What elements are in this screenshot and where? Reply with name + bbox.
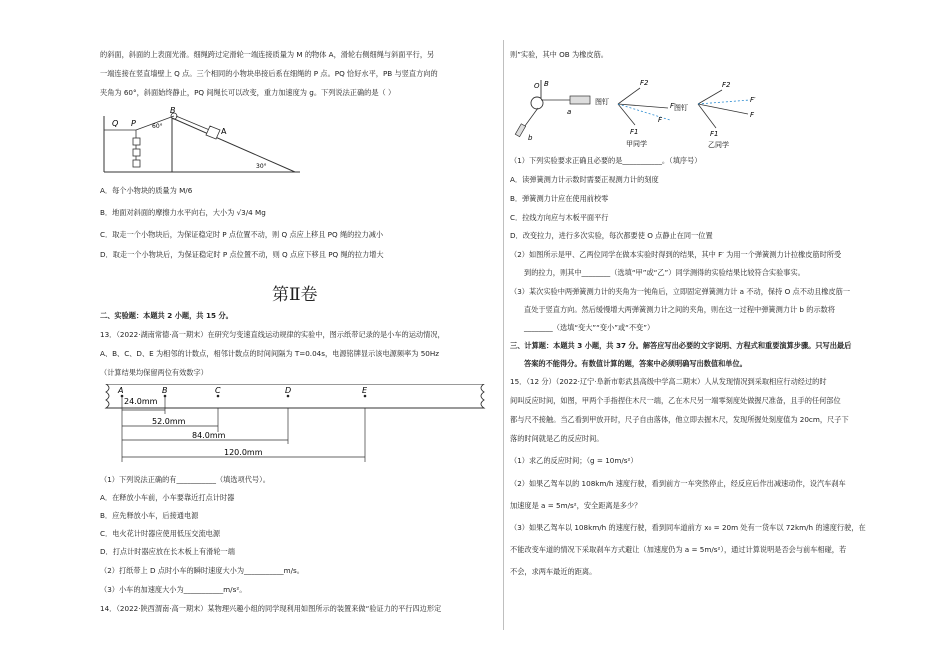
q13-line1: 13．（2022·湖南常德·高一期末）在研究匀变速直线运动规律的实验中，图示纸带记录的是小车的运动情况， — [100, 330, 445, 339]
tape-point-c: C — [215, 386, 221, 395]
fig-yi-f: F — [750, 111, 755, 119]
fig-jia-caption: 甲同学 — [626, 140, 647, 148]
tape-point-b: B — [162, 386, 168, 395]
q13-line2: A、B、C、D、E 为相邻的计数点，相邻计数点的时间间隔为 T=0.04s，电源铭牌显示该电源频率为 50Hz — [100, 349, 440, 358]
tape-point-d: D — [285, 386, 292, 395]
fig-label-p: P — [131, 119, 136, 128]
q12-option-c: C．取走一个小物块后，为保证稳定时 P 点位置不动，则 Q 点应上移且 PQ 绳的拉力减小 — [100, 230, 384, 239]
q13-sub1: （1）下列说法正确的有___________（填选项代号）。 — [100, 475, 270, 484]
fig-jia-fp: F′ — [670, 102, 676, 110]
q14-option-d: D．改变拉力，进行多次实验，每次都要使 O 点静止在同一位置 — [510, 231, 713, 240]
q14-continued: 则”实验，其中 OB 为橡皮筋。 — [510, 50, 608, 59]
q13-line3: （计算结果均保留两位有效数字） — [100, 368, 208, 377]
section3-heading-line2: 答案的不能得分。有数值计算的题，答案中必须明确写出数值和单位。 — [524, 359, 747, 368]
q15-sub3-line1: （3）如果乙驾车以 108km/h 的速度行驶，看到同车道前方 x₀ = 20m 处有一货车以 72km/h 的速度行驶，在 — [510, 523, 866, 532]
q14-sub3-line3: ________（选填“变大”“变小”或“不变”） — [524, 323, 655, 332]
q15-sub3-line3: 不会，求两车最近的距离。 — [510, 567, 597, 576]
fig-o-label: O — [534, 82, 540, 90]
tape-distance-ae: 120.0mm — [224, 448, 263, 457]
q13-sub3: （3）小车的加速度大小为___________m/s²。 — [100, 585, 247, 594]
force-figure — [510, 70, 770, 150]
q12-line1: 的斜面，斜面的上表面光滑。细绳跨过定滑轮一端连接质量为 M 的物体 A，滑轮右侧细绳与斜面平行，另 — [100, 50, 435, 59]
q13-option-a: A．在释放小车前，小车要靠近打点计时器 — [100, 493, 235, 502]
fig-jia-f2: F2 — [640, 79, 649, 87]
section2-heading: 二、实验题：本题共 2 小题，共 15 分。 — [100, 311, 233, 320]
q15-line4: 落的时间就是乙的反应时间。 — [510, 434, 604, 443]
paper-tape-figure — [100, 384, 490, 466]
q12-option-b: B．地面对斜面的摩擦力水平向右，大小为 √3/4 Mg — [100, 208, 266, 217]
q13-sub2: （2）打纸带上 D 点时小车的瞬时速度大小为___________m/s。 — [100, 566, 304, 575]
incline-figure — [100, 104, 305, 174]
tape-point-a: A — [118, 386, 124, 395]
q14-option-a: A．读弹簧测力计示数时需要正视测力计的刻度 — [510, 175, 659, 184]
fig-angle-30: 30° — [256, 163, 267, 170]
q14-sub3-line2: 直处于竖直方向。然后缓慢增大两弹簧测力计之间的夹角，则在这一过程中弹簧测力计 b 的示数将 — [524, 305, 836, 314]
fig-jia-f: F — [658, 116, 663, 124]
fig-a-label: a — [567, 108, 572, 116]
fig-pin2-label: 图钉 — [674, 104, 688, 112]
q14-option-b: B．弹簧测力计应在使用前校零 — [510, 194, 609, 203]
q13-option-d: D．打点计时器应放在长木板上有滑轮一端 — [100, 547, 235, 556]
tape-distance-ab: 24.0mm — [124, 397, 158, 406]
q14-line1: 14．（2022·陕西渭南·高一期末）某物理兴趣小组的同学现利用如图所示的装置来做“验证力的平行四边形定 — [100, 604, 442, 613]
fig-label-b: B — [170, 106, 176, 115]
fig-angle-60: 60° — [152, 123, 163, 130]
fig-yi-caption: 乙同学 — [708, 141, 729, 149]
q15-sub3-line2: 不能改变车道的情况下采取刹车方式避让（加速度仍为 a = 5m/s²），通过计算说明是否会与前车相碰，若 — [510, 545, 847, 554]
q12-line2: 一端连接在竖直墙壁上 Q 点。三个相同的小物块串接后系在细绳的 P 点。PQ 恰好水平，PB 与竖直方向的 — [100, 69, 438, 78]
fig-label-q: Q — [112, 119, 119, 128]
q15-sub1: （1）求乙的反应时间；（g = 10m/s²） — [510, 456, 638, 465]
fig-yi-f2: F2 — [722, 81, 731, 89]
q14-sub2-line1: （2）如图所示是甲、乙两位同学在做本实验时得到的结果，其中 F′ 为用一个弹簧测力计拉橡皮筋时所受 — [510, 250, 842, 259]
q15-line2: 间叫反应时间，如图，甲两个手指捏住木尺一端，乙在木尺另一端零刻度处做握尺准备，且手的任何部位 — [510, 396, 841, 405]
q12-option-a: A．每个小物块的质量为 M/6 — [100, 186, 193, 195]
fig-b-label: B — [544, 80, 549, 88]
tape-distance-ac: 52.0mm — [152, 417, 186, 426]
q12-line3: 夹角为 60°，斜面始终静止，PQ 间绳长可以改变，重力加速度为 g。下列说法正确的是（ ） — [100, 88, 396, 97]
fig-yi-f1: F1 — [710, 130, 719, 138]
fig-jia-f1: F1 — [630, 128, 639, 136]
q15-sub2-line1: （2）如果乙驾车以的 108km/h 速度行驶，看到前方一车突然停止，经反应后作出减速动作，设汽车刹车 — [510, 479, 846, 488]
fig-yi-fp: F′ — [750, 96, 756, 104]
q13-option-b: B．应先释放小车，后接通电源 — [100, 511, 199, 520]
fig-pin1-label: 图钉 — [595, 98, 609, 106]
q15-line3: 都与尺不接触。当乙看到甲放开时，尺子自由落体，他立即去握木尺，发现所握处刻度值为 20cm，尺子下 — [510, 415, 849, 424]
tape-distance-ad: 84.0mm — [192, 431, 226, 440]
q14-sub1: （1）下列实验要求正确且必要的是___________。（填序号） — [510, 156, 702, 165]
tape-point-e: E — [362, 386, 368, 395]
q15-line1: 15．（12 分）（2022·辽宁·阜新市彰武县高级中学高二期末）人从发现情况到采取相应行动经过的时 — [510, 377, 827, 386]
q14-option-c: C．拉线方向应与木板平面平行 — [510, 213, 609, 222]
section-title: 第Ⅱ卷 — [272, 285, 318, 305]
q14-sub3-line1: （3）某次实验中两弹簧测力计的夹角为一钝角后，立即固定弹簧测力计 a 不动，保持 O 点不动且橡皮筋一 — [510, 287, 851, 296]
q12-option-d: D．取走一个小物块后，为保证稳定时 P 点位置不动，则 Q 点应下移且 PQ 绳的拉力增大 — [100, 250, 384, 259]
column-divider — [503, 40, 504, 630]
fig-label-a: A — [221, 127, 227, 136]
q14-sub2-line2: 到的拉力，则其中________（选填“甲”或“乙”）同学测得的实验结果比较符合实验事实。 — [524, 268, 805, 277]
fig-bb-label: b — [528, 134, 533, 142]
section3-heading-line1: 三、计算题：本题共 3 小题，共 37 分。解答应写出必要的文字说明、方程式和重要演算步骤。只写出最后 — [510, 341, 852, 350]
q15-sub2-line2: 加速度是 a = 5m/s²，安全距离是多少？ — [510, 501, 642, 510]
q13-option-c: C．电火花计时器应使用低压交流电源 — [100, 529, 221, 538]
